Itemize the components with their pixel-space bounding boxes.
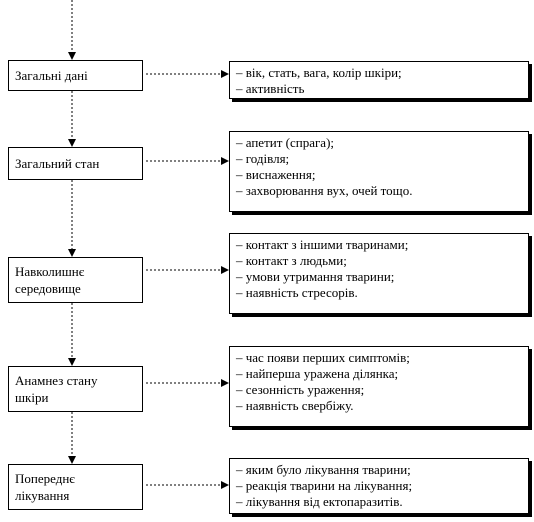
step-label-line-1: Попереднє	[15, 471, 75, 486]
detail-item: – виснаження;	[236, 167, 316, 182]
details-box-general-state	[229, 131, 529, 212]
detail-item: – яким було лікування тварини;	[236, 462, 411, 477]
detail-item: – сезонність ураження;	[236, 382, 365, 397]
step-label-line-1: Анамнез стану	[15, 373, 98, 388]
step-box-general-state	[8, 147, 143, 180]
step-label: Загальні дані	[15, 68, 88, 83]
detail-item: – апетит (спрага);	[236, 135, 335, 150]
detail-item: – контакт з іншими тваринами;	[236, 237, 409, 252]
step-label: Загальний стан	[15, 156, 100, 171]
detail-item: – умови утримання тварини;	[236, 269, 395, 284]
step-box-environment	[8, 257, 143, 303]
step-label-line-2: середовище	[15, 281, 81, 296]
step-label-line-1: Навколишнє	[15, 264, 85, 279]
detail-item: – час появи перших симптомів;	[236, 350, 410, 365]
detail-item: – наявність свербіжу.	[236, 398, 354, 413]
details-box-previous-treatment	[229, 458, 529, 514]
step-label-line-2: лікування	[15, 488, 70, 503]
detail-item: – наявність стресорів.	[236, 285, 358, 300]
detail-item: – найперша уражена ділянка;	[236, 366, 399, 381]
detail-item: – захворювання вух, очей тощо.	[236, 183, 413, 198]
detail-item: – контакт з людьми;	[236, 253, 347, 268]
step-box-general-data	[8, 60, 143, 91]
step-box-previous-treatment	[8, 464, 143, 510]
detail-item: – годівля;	[236, 151, 290, 166]
step-box-skin-history	[8, 366, 143, 412]
details-box-general-data	[229, 61, 529, 99]
details-box-environment	[229, 233, 529, 314]
details-box-skin-history	[229, 346, 529, 427]
detail-item: – вік, стать, вага, колір шкіри;	[236, 65, 402, 80]
detail-item: – реакція тварини на лікування;	[236, 478, 413, 493]
detail-item: – лікування від ектопаразитів.	[236, 494, 403, 509]
detail-item: – активність	[236, 81, 305, 96]
step-label-line-2: шкіри	[15, 390, 49, 405]
